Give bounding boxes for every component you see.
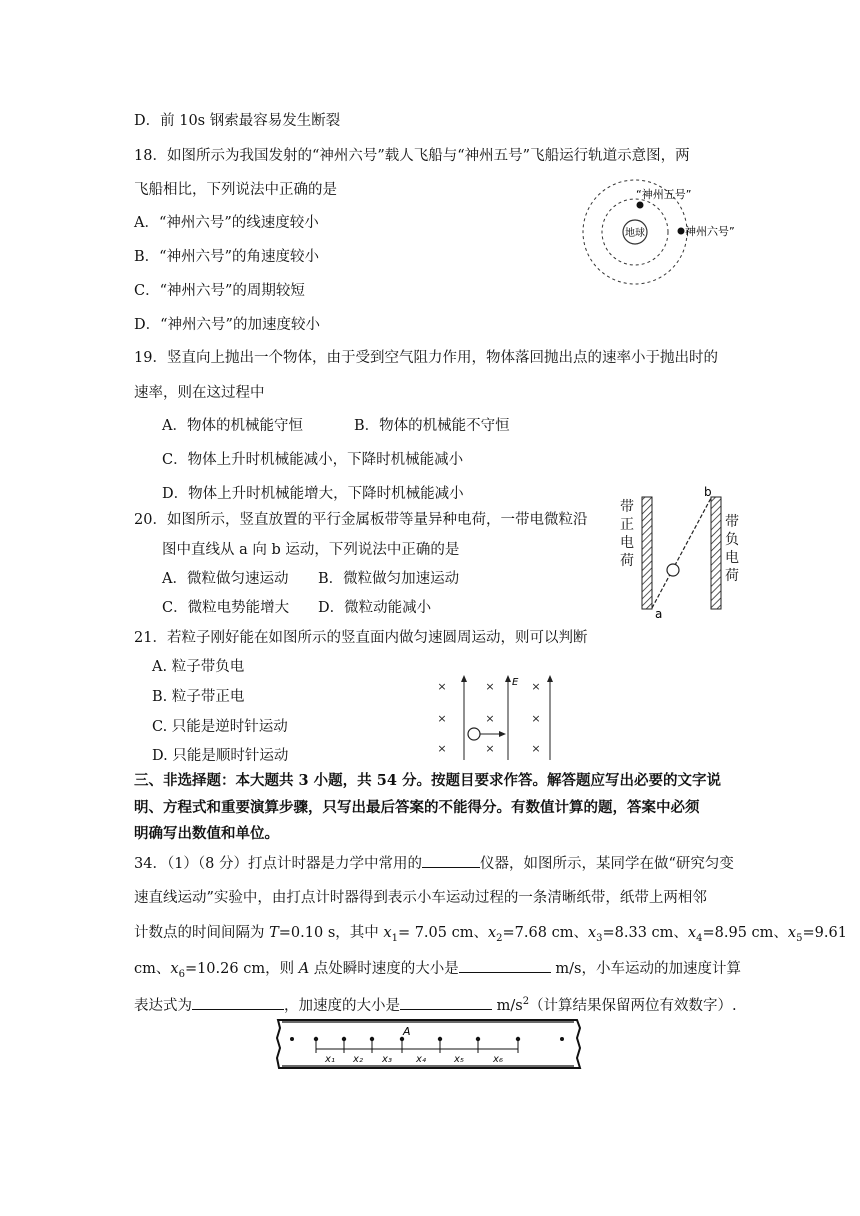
right-plate [711, 497, 721, 609]
q20-option-b: B．微粒做匀加速运动 [318, 571, 460, 587]
q18-stem-line1: 18．如图所示为我国发射的“神州六号”载人飞船与“神州五号”飞船运行轨道示意图，两 [134, 148, 690, 164]
q34-line1 [134, 853, 734, 874]
orbit-diagram [580, 176, 740, 306]
x6-value: =10.26 cm，则 [184, 961, 299, 977]
tape-dot [290, 1037, 294, 1041]
b-field-cross: × [485, 742, 495, 755]
field-diagram [428, 672, 558, 762]
x5-value: =9.61 [802, 925, 847, 941]
var-x: x [787, 925, 797, 941]
q34-line5-c: m/s [492, 997, 523, 1014]
var-x: x [487, 925, 497, 941]
b-field-cross: × [531, 742, 541, 755]
parallel-plates-diagram [615, 484, 755, 619]
q21-option-d: D. 只能是顺时针运动 [152, 748, 289, 764]
tape-dot [560, 1037, 564, 1041]
sub-1: 1 [391, 932, 398, 944]
q34-line5-a: 表达式为 [134, 997, 192, 1014]
e-field-arrow [547, 675, 553, 682]
shenzhou6-label: 神州六号” [685, 225, 735, 238]
tape-label-x5: x₅ [454, 1054, 464, 1065]
q34-line3 [134, 923, 847, 949]
q18-option-b: B．“神州六号”的角速度较小 [134, 249, 319, 265]
q20-stem-line1: 20．如图所示，竖直放置的平行金属板带等量异种电荷，一带电微粒沿 [134, 512, 588, 528]
answer-blank-acceleration[interactable] [400, 995, 492, 1010]
tape-label-x3: x₃ [382, 1054, 392, 1065]
x2-value: =7.68 cm、 [502, 925, 588, 941]
q34-line4-c: m/s，小车运动的加速度计算 [550, 961, 741, 977]
q34-line5-d: （计算结果保留两位有效数字）. [529, 997, 737, 1014]
b-field-cross: × [485, 680, 495, 693]
b-field-cross: × [531, 680, 541, 693]
q34-line4-a: cm、 [134, 961, 171, 977]
point-a-label: a [655, 607, 663, 619]
b-field-cross: × [531, 712, 541, 725]
b-field-cross: × [437, 680, 447, 693]
b-field-cross: × [437, 742, 447, 755]
var-x: x [383, 925, 392, 941]
shenzhou5-label: “神州五号” [636, 188, 692, 201]
q19-option-c: C．物体上升时机械能减小，下降时机械能减小 [162, 452, 464, 468]
q34-line5 [134, 992, 737, 1016]
shenzhou6-dot [678, 228, 685, 235]
left-label-1: 正 [620, 517, 634, 533]
left-label-3: 荷 [620, 553, 634, 569]
point-A-label: A [403, 1025, 411, 1038]
tape-label-x2: x₂ [353, 1054, 363, 1065]
var-x: x [687, 925, 697, 941]
x4-value: =8.95 cm、 [702, 925, 788, 941]
b-field-cross: × [437, 712, 447, 725]
q18-option-d: D．“神州六号”的加速度较小 [134, 317, 320, 333]
q19-option-a: A．物体的机械能守恒 [162, 418, 303, 434]
e-field-label: E [512, 677, 519, 688]
right-label-2: 电 [725, 550, 739, 566]
point-b-label: b [704, 485, 712, 499]
particle [468, 728, 480, 740]
q18-option-a: A．“神州六号”的线速度较小 [134, 215, 319, 231]
var-x: x [170, 961, 179, 977]
q21-option-a: A. 粒子带负电 [152, 659, 245, 675]
q18-stem-line2: 飞船相比，下列说法中正确的是 [134, 182, 337, 198]
left-label-2: 电 [620, 535, 634, 551]
right-label-0: 带 [725, 514, 739, 530]
q34-line1-a: 34．（1）（8 分）打点计时器是力学中常用的 [134, 856, 423, 872]
sub-4: 4 [696, 932, 703, 944]
tape-label-x1: x₁ [325, 1054, 335, 1065]
tape-border [277, 1020, 580, 1068]
e-field-arrow [461, 675, 467, 682]
var-x: x [587, 925, 597, 941]
x1-value: = 7.05 cm、 [397, 925, 488, 941]
q19-stem-line1: 19．竖直向上抛出一个物体，由于受到空气阻力作用，物体落回抛出点的速率小于抛出时的 [134, 350, 718, 366]
answer-blank-expression[interactable] [192, 995, 284, 1010]
q21-option-c: C. 只能是逆时针运动 [152, 719, 288, 735]
answer-blank-velocity[interactable] [459, 958, 551, 973]
q17-option-d: D．前 10s 钢索最容易发生断裂 [134, 113, 341, 129]
var-A: A [298, 961, 310, 977]
q20-option-a: A．微粒做匀速运动 [162, 571, 289, 587]
unit-square: 2 [522, 996, 530, 1007]
q20-option-d: D．微粒动能减小 [318, 600, 432, 616]
q20-stem-line2: 图中直线从 a 向 b 运动，下列说法中正确的是 [162, 542, 460, 558]
sub-3: 3 [596, 932, 603, 944]
right-label-3: 荷 [725, 568, 739, 584]
tape-label-x4: x₄ [416, 1054, 426, 1065]
sub-6: 6 [178, 968, 185, 980]
paper-tape-diagram [274, 1016, 586, 1072]
q34-line4-b: 点处瞬时速度的大小是 [309, 961, 459, 977]
charged-particle [667, 564, 679, 576]
q34-line2: 速直线运动”实验中，由打点计时器得到表示小车运动过程的一条清晰纸带，纸带上两相邻 [134, 890, 707, 906]
answer-blank-instrument[interactable] [422, 853, 480, 868]
q34-line4 [134, 958, 741, 985]
q19-option-b: B．物体的机械能不守恒 [354, 418, 510, 434]
b-field-cross: × [485, 712, 495, 725]
q18-option-c: C．“神州六号”的周期较短 [134, 283, 305, 299]
shenzhou5-dot [637, 202, 644, 209]
q21-stem: 21．若粒子刚好能在如图所示的竖直面内做匀速圆周运动，则可以判断 [134, 630, 588, 646]
q34-line1-b: 仪器，如图所示，某同学在做“研究匀变 [480, 856, 734, 872]
var-T: T [269, 925, 279, 941]
sub-2: 2 [496, 932, 503, 944]
tape-label-x6: x₆ [493, 1054, 503, 1065]
q34-line3-a: 计数点的时间间隔为 [134, 925, 270, 941]
q19-option-d: D．物体上升时机械能增大，下降时机械能减小 [162, 486, 464, 502]
x3-value: =8.33 cm、 [602, 925, 688, 941]
q19-stem-line2: 速率，则在这过程中 [134, 385, 265, 401]
q34-line3-b: =0.10 s，其中 [278, 925, 384, 941]
e-field-arrow [505, 675, 511, 682]
sub-5: 5 [796, 932, 803, 944]
left-label-0: 带 [620, 499, 634, 515]
velocity-arrowhead [499, 731, 506, 737]
left-plate [642, 497, 652, 609]
earth-label: 地球 [625, 228, 645, 239]
section3-line1: 三、非选择题：本大题共 3 小题，共 54 分。按题目要求作答。解答题应写出必要的文字说 [134, 772, 721, 789]
q34-line5-b: ，加速度的大小是 [284, 997, 400, 1014]
path-line [652, 498, 711, 608]
q20-option-c: C．微粒电势能增大 [162, 600, 290, 616]
right-label-1: 负 [725, 532, 739, 548]
section3-line3: 明确写出数值和单位。 [134, 825, 279, 842]
q21-option-b: B. 粒子带正电 [152, 689, 245, 705]
section3-line2: 明、方程式和重要演算步骤，只写出最后答案的不能得分。有数值计算的题，答案中必须 [134, 799, 700, 816]
